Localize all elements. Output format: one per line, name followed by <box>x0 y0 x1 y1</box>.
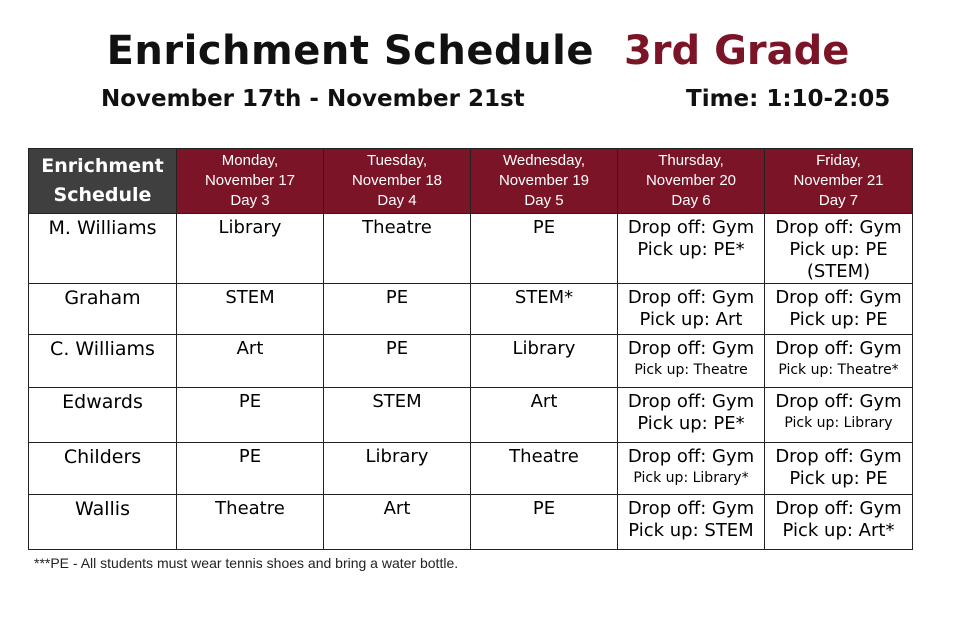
thursday-cell <box>618 335 765 388</box>
pickup-text: Pick up: PE <box>789 239 888 260</box>
friday-cell <box>765 443 913 495</box>
monday-cell: Library <box>177 214 324 284</box>
column-cycle: Day 7 <box>818 192 859 209</box>
teacher-cell: Graham <box>29 284 177 335</box>
teacher-cell: M. Williams <box>29 214 177 284</box>
column-day: Wednesday, <box>503 152 585 169</box>
friday-cell <box>765 495 913 550</box>
date-range: November 17th - November 21st <box>101 86 525 112</box>
pickup-text: Pick up: Library <box>784 415 893 431</box>
table-row <box>29 443 913 495</box>
dropoff-text: Drop off: Gym <box>627 287 755 308</box>
column-day: Thursday, <box>658 152 724 169</box>
friday-cell <box>765 214 913 284</box>
thursday-cell <box>618 284 765 335</box>
tuesday-cell: STEM <box>324 388 471 443</box>
column-cycle: Day 6 <box>671 192 711 209</box>
column-date: November 20 <box>645 172 737 189</box>
teacher-cell: Edwards <box>29 388 177 443</box>
column-header-wednesday <box>471 149 618 214</box>
friday-cell <box>765 335 913 388</box>
monday-cell: Theatre <box>177 495 324 550</box>
monday-cell: PE <box>177 443 324 495</box>
dropoff-text: Drop off: Gym <box>627 498 755 519</box>
thursday-cell <box>618 443 765 495</box>
tuesday-cell: Theatre <box>324 214 471 284</box>
dropoff-text: Drop off: Gym <box>775 446 902 467</box>
wednesday-cell: Library <box>471 335 618 388</box>
pickup-text: Pick up: Theatre* <box>778 362 899 378</box>
column-date: November 21 <box>793 172 884 189</box>
column-header-thursday <box>618 149 765 214</box>
pickup-text: Pick up: Library* <box>633 470 749 486</box>
dropoff-text: Drop off: Gym <box>775 217 902 238</box>
dropoff-text: Drop off: Gym <box>775 287 902 308</box>
table-row <box>29 335 913 388</box>
monday-cell: Art <box>177 335 324 388</box>
pickup-text: Pick up: Theatre <box>634 362 748 378</box>
pickup-text: Pick up: PE* <box>637 239 745 260</box>
pickup-text: Pick up: STEM <box>628 520 754 541</box>
column-cycle: Day 3 <box>230 192 270 209</box>
dropoff-text: Drop off: Gym <box>775 391 902 412</box>
friday-cell <box>765 284 913 335</box>
dropoff-text: Drop off: Gym <box>775 498 902 519</box>
column-cycle: Day 4 <box>377 192 417 209</box>
table-row <box>29 388 913 443</box>
tuesday-cell: Art <box>324 495 471 550</box>
dropoff-text: Drop off: Gym <box>627 391 755 412</box>
dropoff-text: Drop off: Gym <box>627 338 755 359</box>
wednesday-cell: Theatre <box>471 443 618 495</box>
dropoff-text: Drop off: Gym <box>627 217 755 238</box>
monday-cell: PE <box>177 388 324 443</box>
teacher-cell: C. Williams <box>29 335 177 388</box>
tuesday-cell: PE <box>324 335 471 388</box>
column-header-tuesday <box>324 149 471 214</box>
dropoff-text: Drop off: Gym <box>627 446 755 467</box>
page-title <box>0 28 956 74</box>
pickup-text: Pick up: Art* <box>782 520 895 541</box>
header-row <box>29 149 913 214</box>
column-date: November 18 <box>351 172 443 189</box>
friday-cell <box>765 388 913 443</box>
wednesday-cell: Art <box>471 388 618 443</box>
column-cycle: Day 5 <box>524 192 564 209</box>
corner-label-2: Schedule <box>53 184 152 206</box>
wednesday-cell: STEM* <box>471 284 618 335</box>
wednesday-cell: PE <box>471 214 618 284</box>
table-row <box>29 214 913 284</box>
corner-label-1: Enrichment <box>41 155 164 177</box>
time-range: Time: 1:10-2:05 <box>686 86 891 112</box>
tuesday-cell: PE <box>324 284 471 335</box>
pickup-note: (STEM) <box>806 261 871 282</box>
pickup-text: Pick up: PE* <box>637 413 745 434</box>
tuesday-cell: Library <box>324 443 471 495</box>
table-row <box>29 495 913 550</box>
teacher-cell: Childers <box>29 443 177 495</box>
grade-title: 3rd Grade <box>623 28 850 74</box>
column-day: Monday, <box>221 152 279 169</box>
thursday-cell <box>618 388 765 443</box>
thursday-cell <box>618 214 765 284</box>
column-day: Friday, <box>816 152 861 169</box>
pickup-text: Pick up: PE <box>789 309 888 330</box>
column-header-friday <box>765 149 913 214</box>
corner-header <box>29 149 177 214</box>
schedule-title: Enrichment Schedule <box>106 28 594 74</box>
monday-cell: STEM <box>177 284 324 335</box>
pickup-text: Pick up: Art <box>639 309 743 330</box>
table-row <box>29 284 913 335</box>
thursday-cell <box>618 495 765 550</box>
column-header-monday <box>177 149 324 214</box>
dropoff-text: Drop off: Gym <box>775 338 902 359</box>
column-date: November 17 <box>204 172 296 189</box>
column-date: November 19 <box>498 172 590 189</box>
schedule-table <box>28 148 913 550</box>
teacher-cell: Wallis <box>29 495 177 550</box>
column-day: Tuesday, <box>366 152 428 169</box>
pickup-text: Pick up: PE <box>789 468 888 489</box>
footnote: ***PE - All students must wear tennis shoes and bring a water bottle. <box>34 555 459 571</box>
wednesday-cell: PE <box>471 495 618 550</box>
